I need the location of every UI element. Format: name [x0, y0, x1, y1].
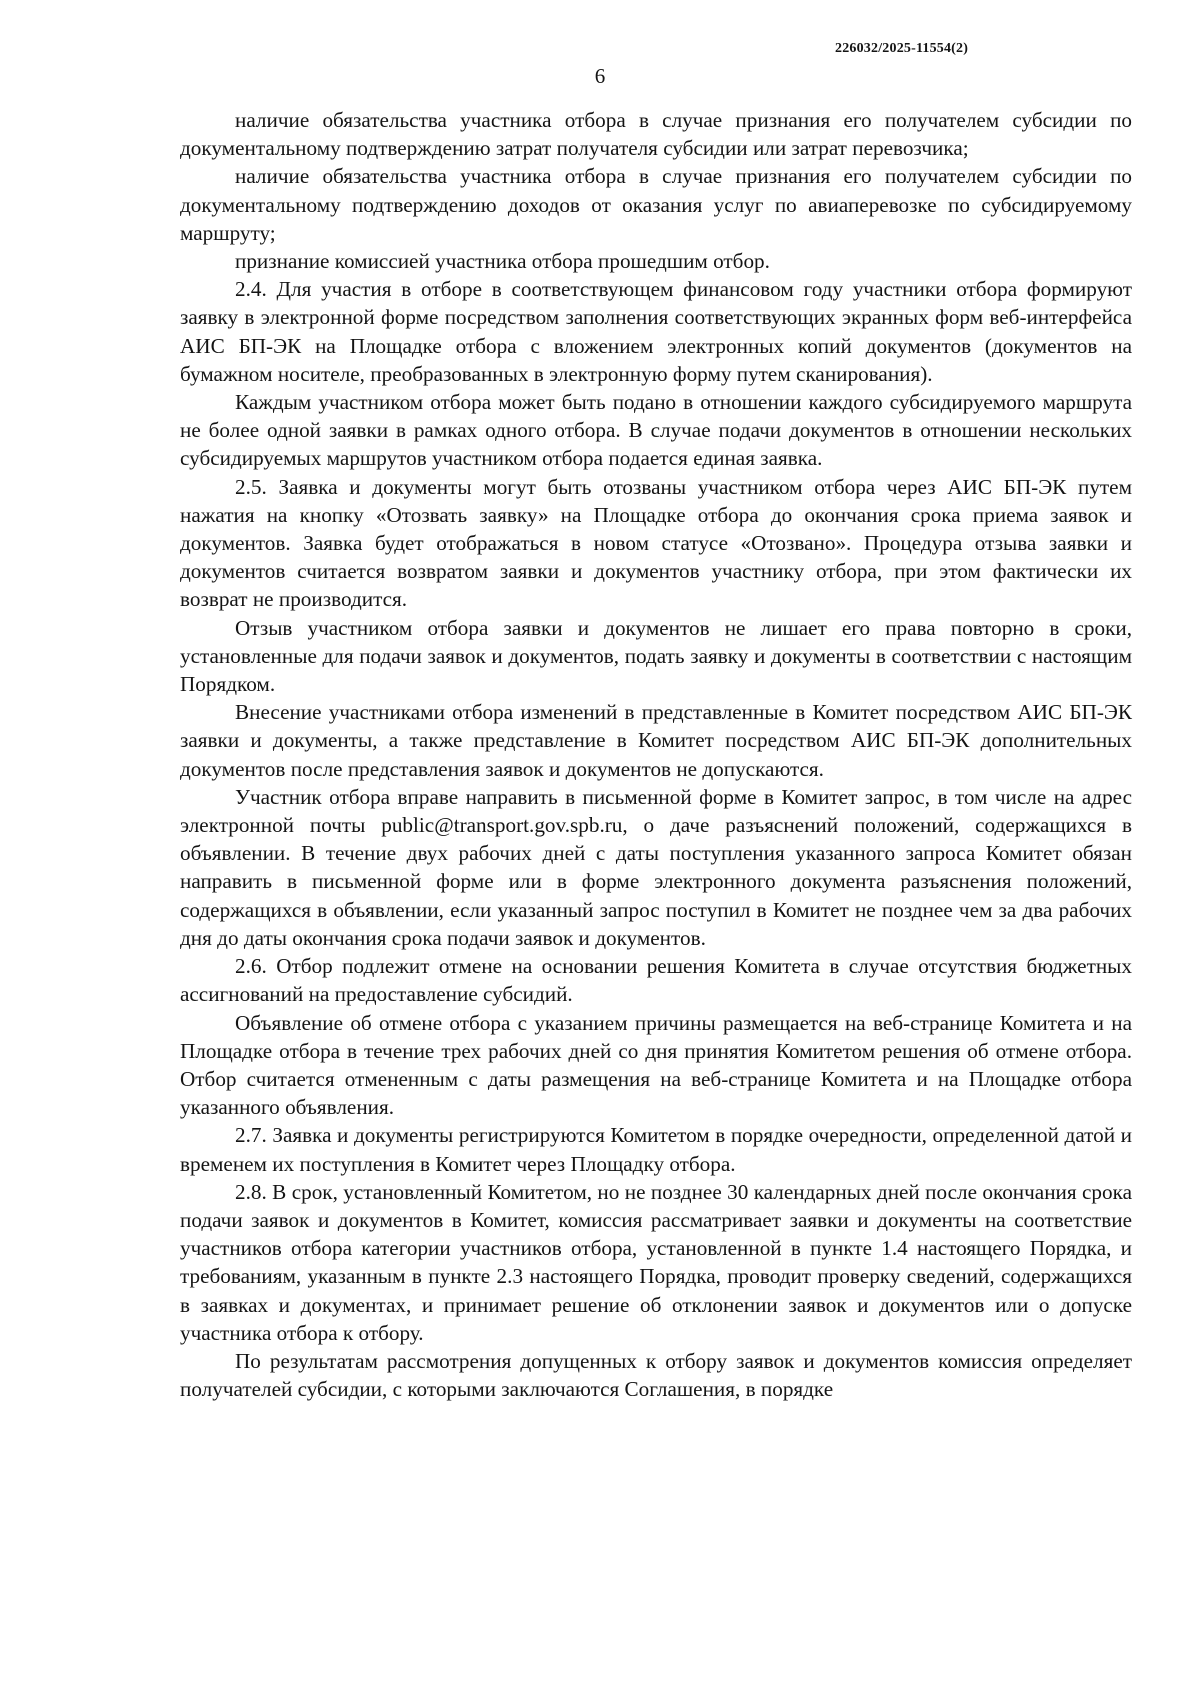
paragraph-2-6: 2.6. Отбор подлежит отмене на основании решения Комитета в случае отсутствия бюджетных ассигнований на предоставление субсидий. [180, 954, 1132, 1007]
paragraph-no-changes: Внесение участниками отбора изменений в представленные в Комитет посредством АИС БП-ЭК заявки и документы, а также представление в Комитет посредством АИС БП-ЭК дополнительных документов после представления заявок и документов не допускаются. [180, 700, 1132, 781]
paragraph-obligation-costs: наличие обязательства участника отбора в случае признания его получателем субсидии по документальному подтверждению затрат получателя субсидии или затрат перевозчика; [180, 108, 1132, 161]
paragraph-results: По результатам рассмотрения допущенных к отбору заявок и документов комиссия определяет получателей субсидии, с которыми заключаются Соглашения, в порядке [180, 1348, 1132, 1402]
paragraph-2-5: 2.5. Заявка и документы могут быть отозваны участником отбора через АИС БП-ЭК путем нажатия на кнопку «Отозвать заявку» на Площадке отбора до окончания срока приема заявок и документов. Заявка будет отображаться в новом статусе «Отозвано». Процедура отзыва заявки и документов считается возвратом заявки и документов участнику отбора, при этом фактически их возврат не производится. [180, 474, 1132, 612]
paragraph-single-application: Каждым участником отбора может быть подано в отношении каждого субсидируемого маршрута не более одной заявки в рамках одного отбора. В случае подачи документов в отношении нескольких субсидируемых маршрутов участником отбора подается единая заявка. [180, 390, 1132, 471]
document-body [180, 106, 1132, 1403]
document-registration-number: 226032/2025-11554(2) [835, 41, 969, 56]
paragraph-cancellation-notice: Объявление об отмене отбора с указанием причины размещается на веб-странице Комитета и на Площадке отбора в течение трех рабочих дней со дня принятия Комитетом решения об отмене отбора. Отбор считается отмененным с даты размещения на веб-странице Комитета и на Площадке отбора указанного объявления. [180, 1010, 1132, 1120]
paragraph-withdrawal-rights: Отзыв участником отбора заявки и документов не лишает его права повторно в сроки, установленные для подачи заявок и документов, подать заявку и документы в соответствии с настоящим Порядком. [180, 615, 1132, 697]
paragraph-clarification-request: Участник отбора вправе направить в письменной форме в Комитет запрос, в том числе на адрес электронной почты public@transport.gov.spb.ru, о даче разъяснений положений, содержащихся в объявлении. В течение двух рабочих дней с даты поступления указанного запроса Комитет обязан направить в письменной форме или в форме электронного документа разъяснения положений, содержащихся в объявлении, если указанный запрос поступил в Комитет не позднее чем за два рабочих дня до даты окончания срока подачи заявок и документов. [180, 784, 1132, 950]
paragraph-2-7: 2.7. Заявка и документы регистрируются Комитетом в порядке очередности, определенной датой и временем их поступления в Комитет через Площадку отбора. [180, 1123, 1132, 1176]
paragraph-2-4: 2.4. Для участия в отборе в соответствующем финансовом году участники отбора формируют заявку в электронной форме посредством заполнения соответствующих экранных форм веб-интерфейса АИС БП-ЭК на Площадке отбора с вложением электронных копий документов (документов на бумажном носителе, преобразованных в электронную форму путем сканирования). [180, 277, 1132, 386]
paragraph-commission-recognition: признание комиссией участника отбора прошедшим отбор. [235, 249, 770, 274]
paragraph-obligation-income: наличие обязательства участника отбора в случае признания его получателем субсидии по документальному подтверждению доходов от оказания услуг по авиаперевозке по субсидируемому маршруту; [180, 164, 1132, 245]
paragraph-2-8: 2.8. В срок, установленный Комитетом, но не позднее 30 календарных дней после окончания срока подачи заявок и документов в Комитет, комиссия рассматривает заявки и документы на соответствие участников отбора категории участников отбора, установленной в пункте 1.4 настоящего Порядка, и требованиям, указанным в пункте 2.3 настоящего Порядка, проводит проверку сведений, содержащихся в заявках и документах, и принимает решение об отклонении заявок и документов или о допуске участника отбора к отбору. [180, 1179, 1132, 1345]
page-number: 6 [594, 64, 606, 88]
